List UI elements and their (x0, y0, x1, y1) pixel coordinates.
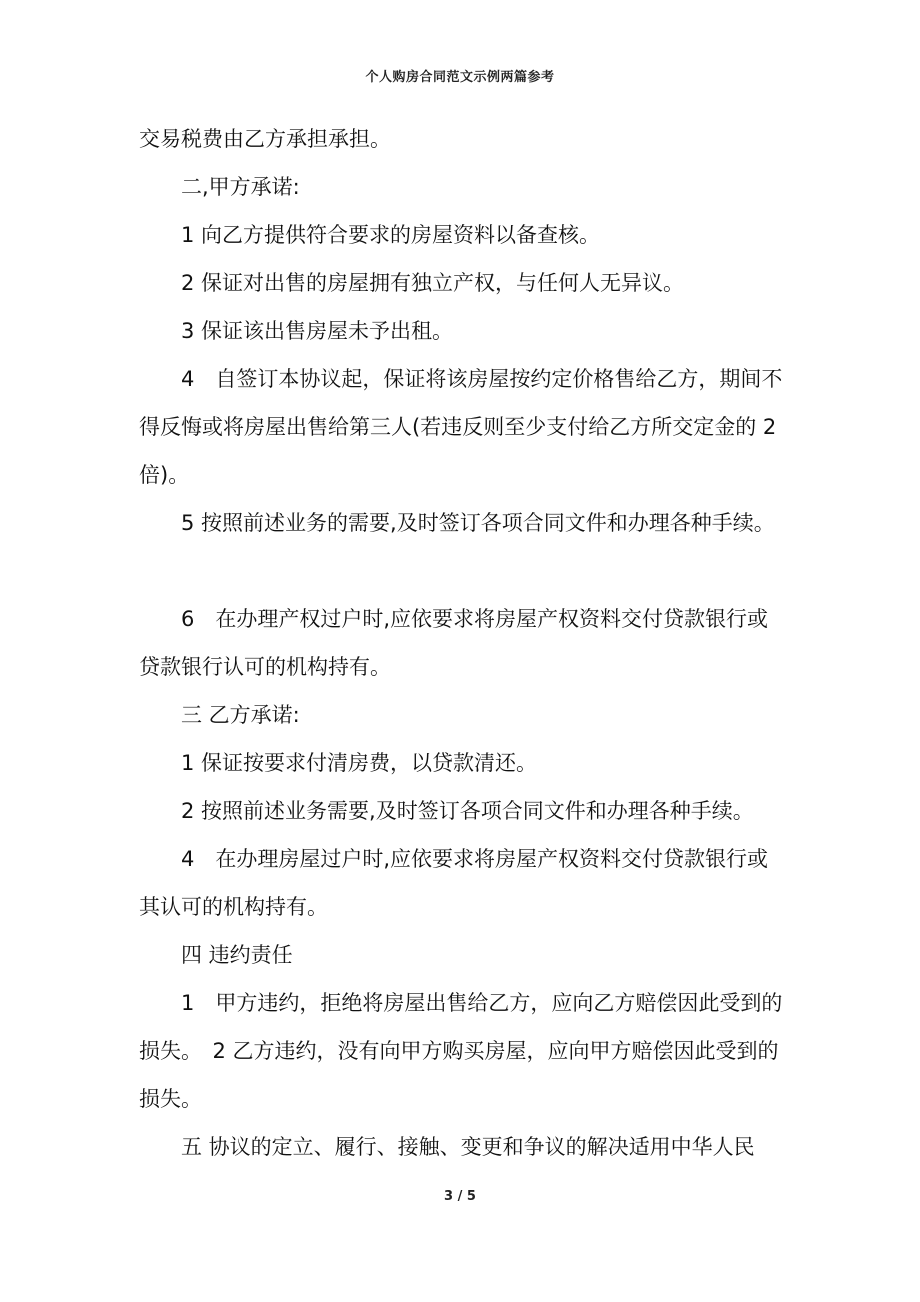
paragraph-a4: 4 自签订本协议起，保证将该房屋按约定价格售给乙方，期间不得反悔或将房屋出售给第三人(若违反则至少支付给乙方所交定金的 2 倍)。 (139, 367, 783, 487)
paragraph-tax: 交易税费由乙方承担承担。 (139, 127, 391, 151)
blank-line (139, 547, 784, 595)
paragraph-a5: 5 按照前述业务的需要,及时签订各项合同文件和办理各种手续。 (181, 511, 775, 535)
section-heading-party-b: 三 乙方承诺: (181, 703, 300, 727)
page-number: 3 / 5 (444, 1189, 476, 1204)
paragraph-a3: 3 保证该出售房屋未予出租。 (181, 319, 454, 343)
paragraph-a1: 1 向乙方提供符合要求的房屋资料以备查核。 (181, 223, 601, 247)
page-header: 个人购房合同范文示例两篇参考 (365, 70, 555, 85)
section-heading-breach: 四 违约责任 (181, 943, 293, 967)
paragraph-b1: 1 保证按要求付清房费，以贷款清还。 (181, 751, 538, 775)
paragraph-b2: 2 按照前述业务需要,及时签订各项合同文件和办理各种手续。 (181, 799, 754, 823)
document-body (139, 115, 784, 1171)
paragraph-a6: 6 在办理产权过户时,应依要求将房屋产权资料交付贷款银行或贷款银行认可的机构持有。 (139, 607, 769, 679)
paragraph-a2: 2 保证对出售的房屋拥有独立产权，与任何人无异议。 (181, 271, 685, 295)
paragraph-breach: 1 甲方违约，拒绝将房屋出售给乙方，应向乙方赔偿因此受到的损失。 2 乙方违约，没有向甲方购买房屋，应向甲方赔偿因此受到的损失。 (139, 991, 783, 1111)
section-heading-party-a: 二,甲方承诺: (181, 175, 300, 199)
section-heading-law: 五 协议的定立、履行、接触、变更和争议的解决适用中华人民 (181, 1135, 755, 1159)
paragraph-b4: 4 在办理房屋过户时,应依要求将房屋产权资料交付贷款银行或其认可的机构持有。 (139, 847, 769, 919)
